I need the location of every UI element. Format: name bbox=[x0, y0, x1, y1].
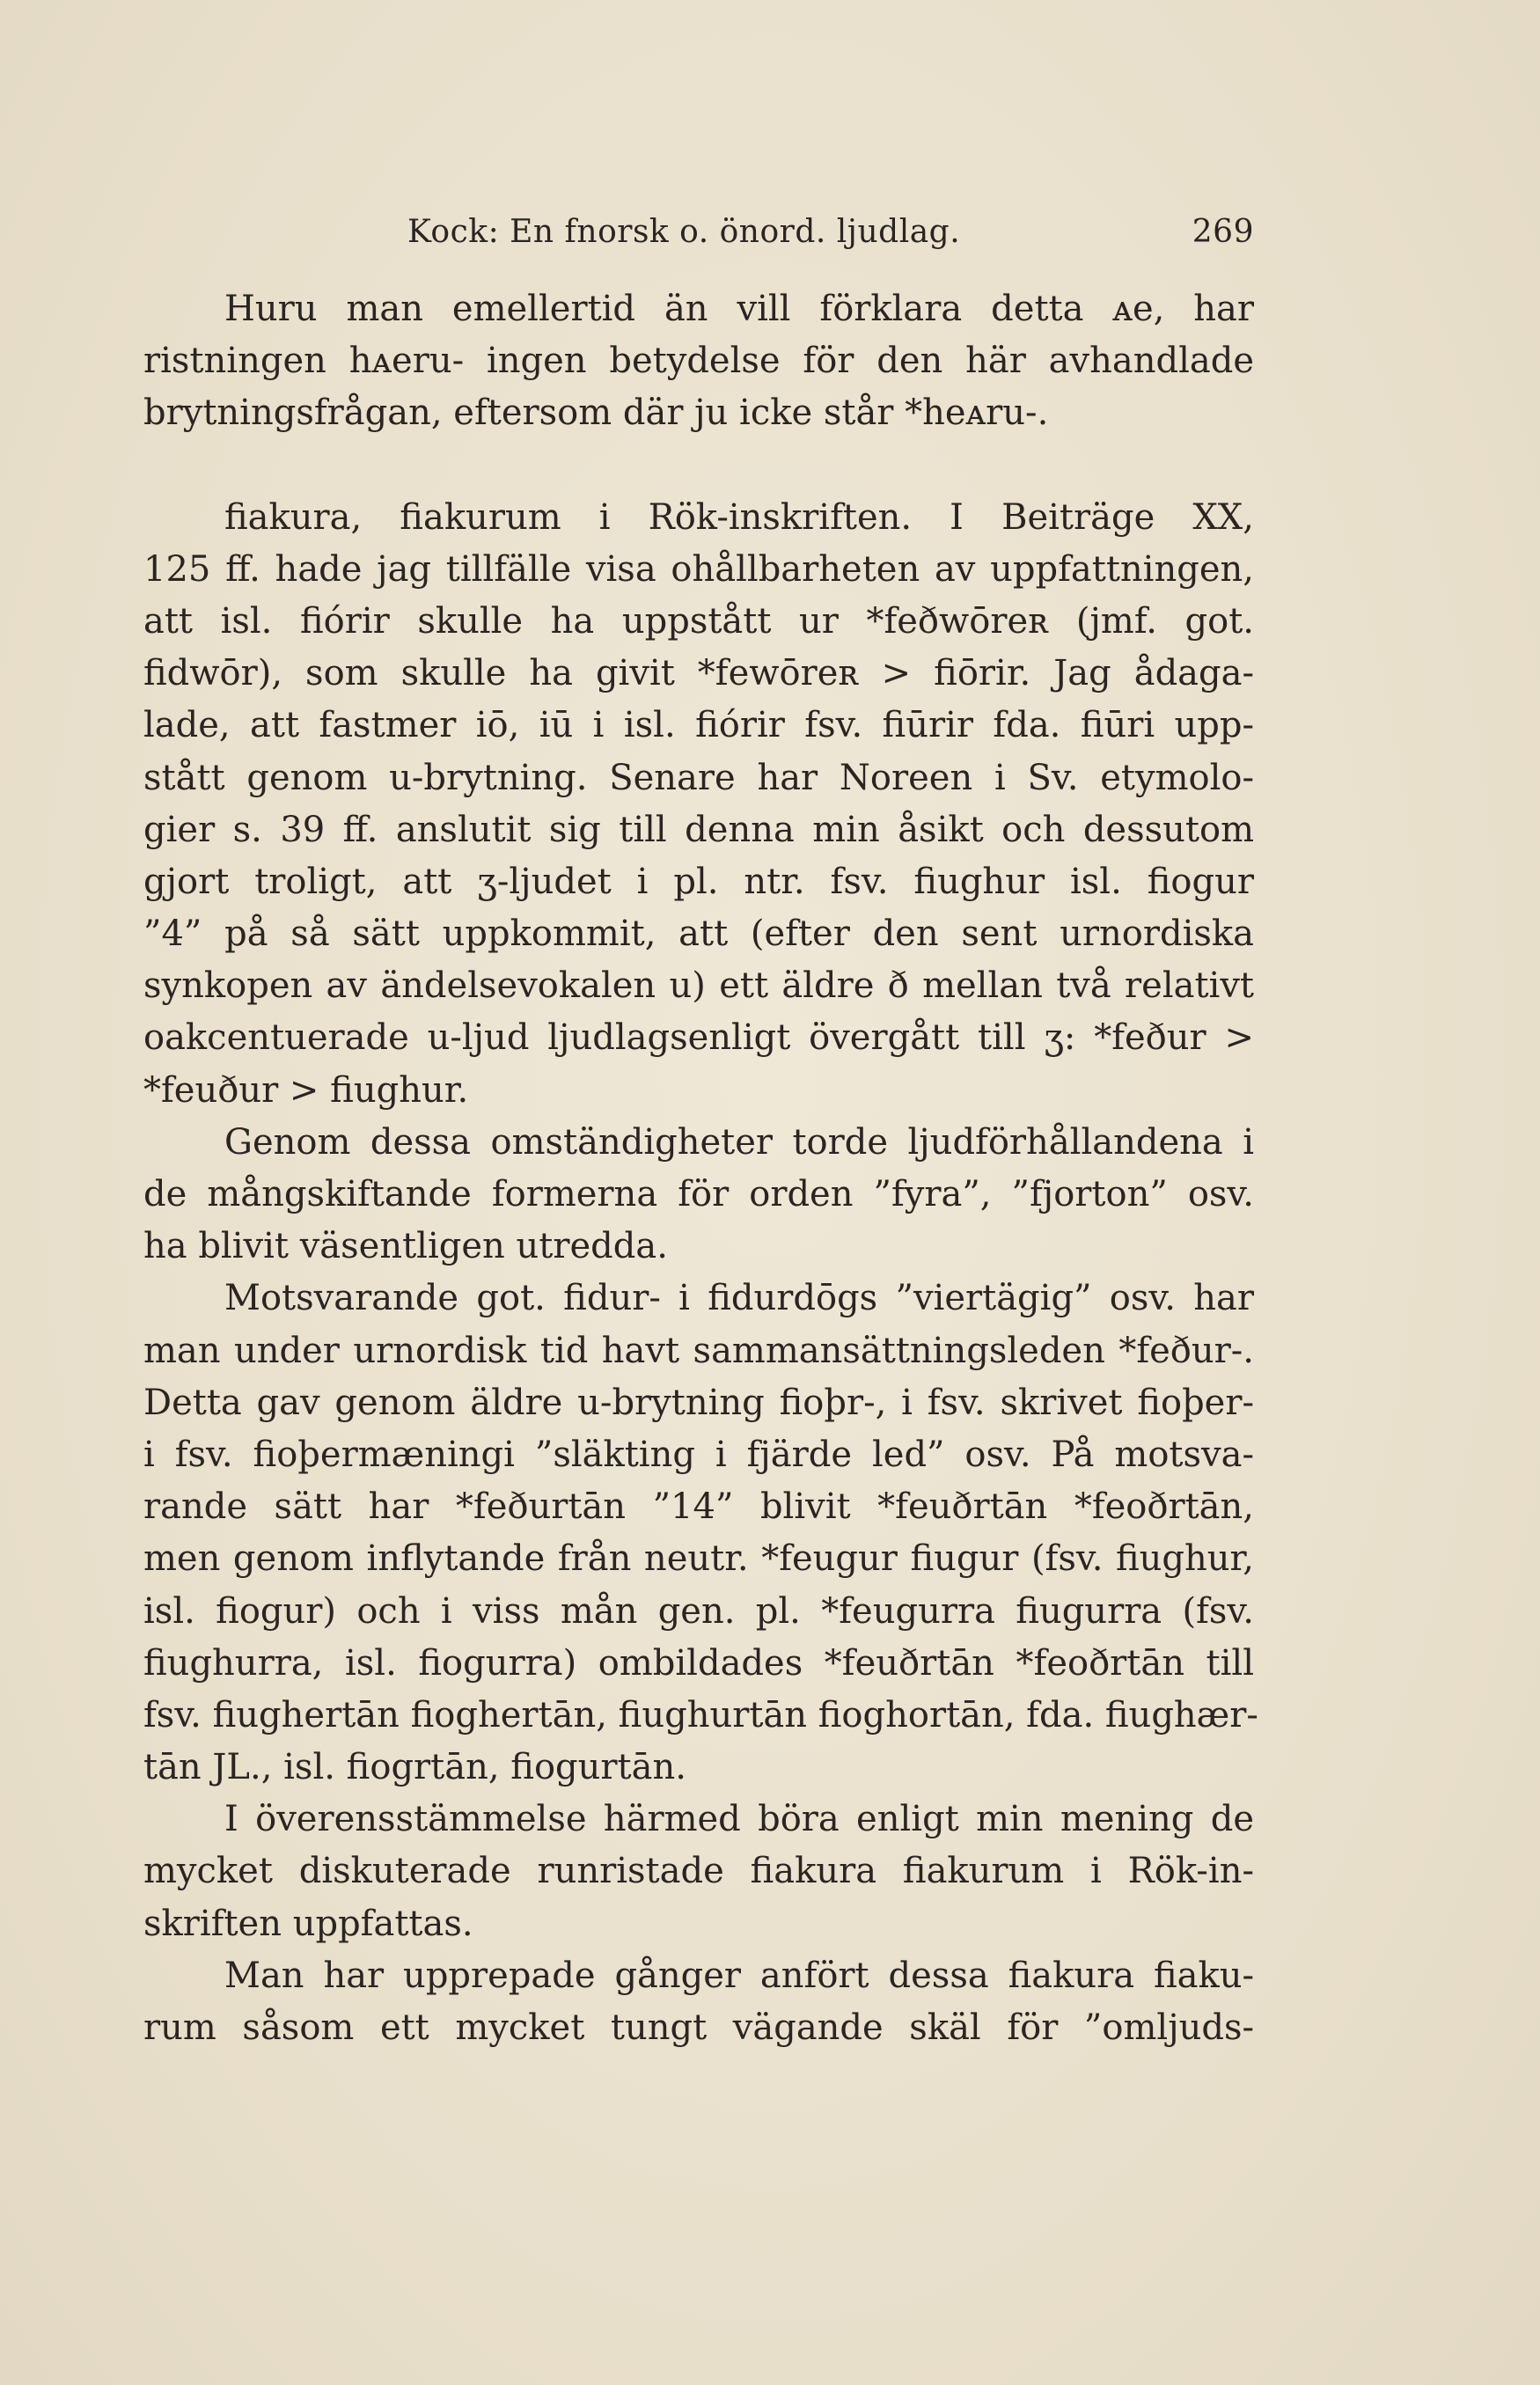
running-header bbox=[143, 214, 1254, 258]
text-line: de mångskiftande formerna för orden ”fyra”, ”fjorton” osv. bbox=[143, 1174, 1254, 1215]
paragraph bbox=[143, 283, 1254, 440]
text-line: fsv. fiughertān fioghertān, fiughurtān fioghortān, fda. fiughær- bbox=[143, 1694, 1258, 1736]
paragraph-gap bbox=[143, 440, 1254, 492]
text-line: mycket diskuterade runristade fiakura fiakurum i Rök-in- bbox=[143, 1851, 1254, 1892]
text-line: stått genom u-brytning. Senare har Noreen i Sv. etymolo- bbox=[143, 757, 1254, 798]
text-line: ha blivit väsentligen utredda. bbox=[143, 1226, 668, 1267]
page-number: 269 bbox=[1192, 214, 1254, 250]
text-line: ristningen hᴀeru- ingen betydelse för den här avhandlade bbox=[143, 341, 1254, 382]
text-line: Detta gav genom äldre u-brytning fioþr-, i fsv. skrivet fioþer- bbox=[143, 1382, 1254, 1423]
text-line: oakcentuerade u-ljud ljudlagsenligt övergått till ʒ: *feður > bbox=[143, 1017, 1254, 1059]
body-text bbox=[143, 283, 1258, 2054]
text-line: brytningsfrågan, eftersom där ju icke står *heᴀru-. bbox=[143, 393, 1049, 434]
text-line: lade, att fastmer iō, iū i isl. fiórir fsv. fiūrir fda. fiūri upp- bbox=[143, 705, 1254, 746]
text-line: gier s. 39 ff. anslutit sig till denna min åsikt och dessutom bbox=[143, 809, 1254, 850]
paragraph bbox=[143, 1117, 1254, 1273]
text-line: skriften uppfattas. bbox=[143, 1903, 473, 1944]
text-line: *feuður > fiughur. bbox=[143, 1069, 469, 1111]
paragraph bbox=[143, 1273, 1258, 1794]
text-line: men genom inflytande från neutr. *feugur fiugur (fsv. fiughur, bbox=[143, 1538, 1254, 1580]
paragraph bbox=[143, 492, 1254, 1117]
text-line: tān JL., isl. fiogrtān, fiogurtān. bbox=[143, 1747, 686, 1788]
text-line: i fsv. fioþermæningi ”släkting i fjärde led” osv. På motsva- bbox=[143, 1434, 1254, 1475]
running-title: Kock: En fnorsk o. önord. ljudlag. bbox=[407, 214, 961, 250]
text-line: fiughurra, isl. fiogurra) ombildades *feuðrtān *feoðrtān till bbox=[143, 1642, 1254, 1684]
text-line: gjort troligt, att ʒ-ljudet i pl. ntr. fsv. fiughur isl. fiogur bbox=[143, 861, 1254, 902]
text-line: man under urnordisk tid havt sammansättningsleden *feður-. bbox=[143, 1330, 1254, 1371]
text-line: fidwōr), som skulle ha givit *fewōreʀ > fiōrir. Jag ådaga- bbox=[143, 653, 1254, 694]
text-line: rum såsom ett mycket tungt vägande skäl för ”omljuds- bbox=[143, 2007, 1254, 2048]
text-line: Man har upprepade gånger anfört dessa fiakura fiaku- bbox=[224, 1955, 1254, 1996]
text-line: synkopen av ändelsevokalen u) ett äldre ð mellan två relativt bbox=[143, 965, 1254, 1007]
text-line: Motsvarande got. fidur- i fidurdōgs ”viertägig” osv. har bbox=[224, 1278, 1254, 1319]
text-line: Huru man emellertid än vill förklara detta ᴀe, har bbox=[224, 289, 1254, 329]
text-line: rande sätt har *feðurtān ”14” blivit *feuðrtān *feoðrtān, bbox=[143, 1486, 1254, 1528]
text-line: att isl. fiórir skulle ha uppstått ur *feðwōreʀ (jmf. got. bbox=[143, 600, 1254, 642]
text-line: fiakura, fiakurum i Rök-inskriften. I Beiträge XX, bbox=[224, 496, 1254, 538]
paragraph bbox=[143, 1950, 1254, 2054]
text-line: isl. fiogur) och i viss mån gen. pl. *feugurra fiugurra (fsv. bbox=[143, 1590, 1254, 1632]
text-line: 125 ff. hade jag tillfälle visa ohållbarheten av uppfattningen, bbox=[143, 548, 1254, 590]
text-line: I överensstämmelse härmed böra enligt min mening de bbox=[224, 1799, 1254, 1840]
text-line: ”4” på så sätt uppkommit, att (efter den sent urnordiska bbox=[143, 914, 1254, 955]
text-line: Genom dessa omständigheter torde ljudförhållandena i bbox=[224, 1121, 1254, 1163]
paragraph bbox=[143, 1794, 1254, 1950]
